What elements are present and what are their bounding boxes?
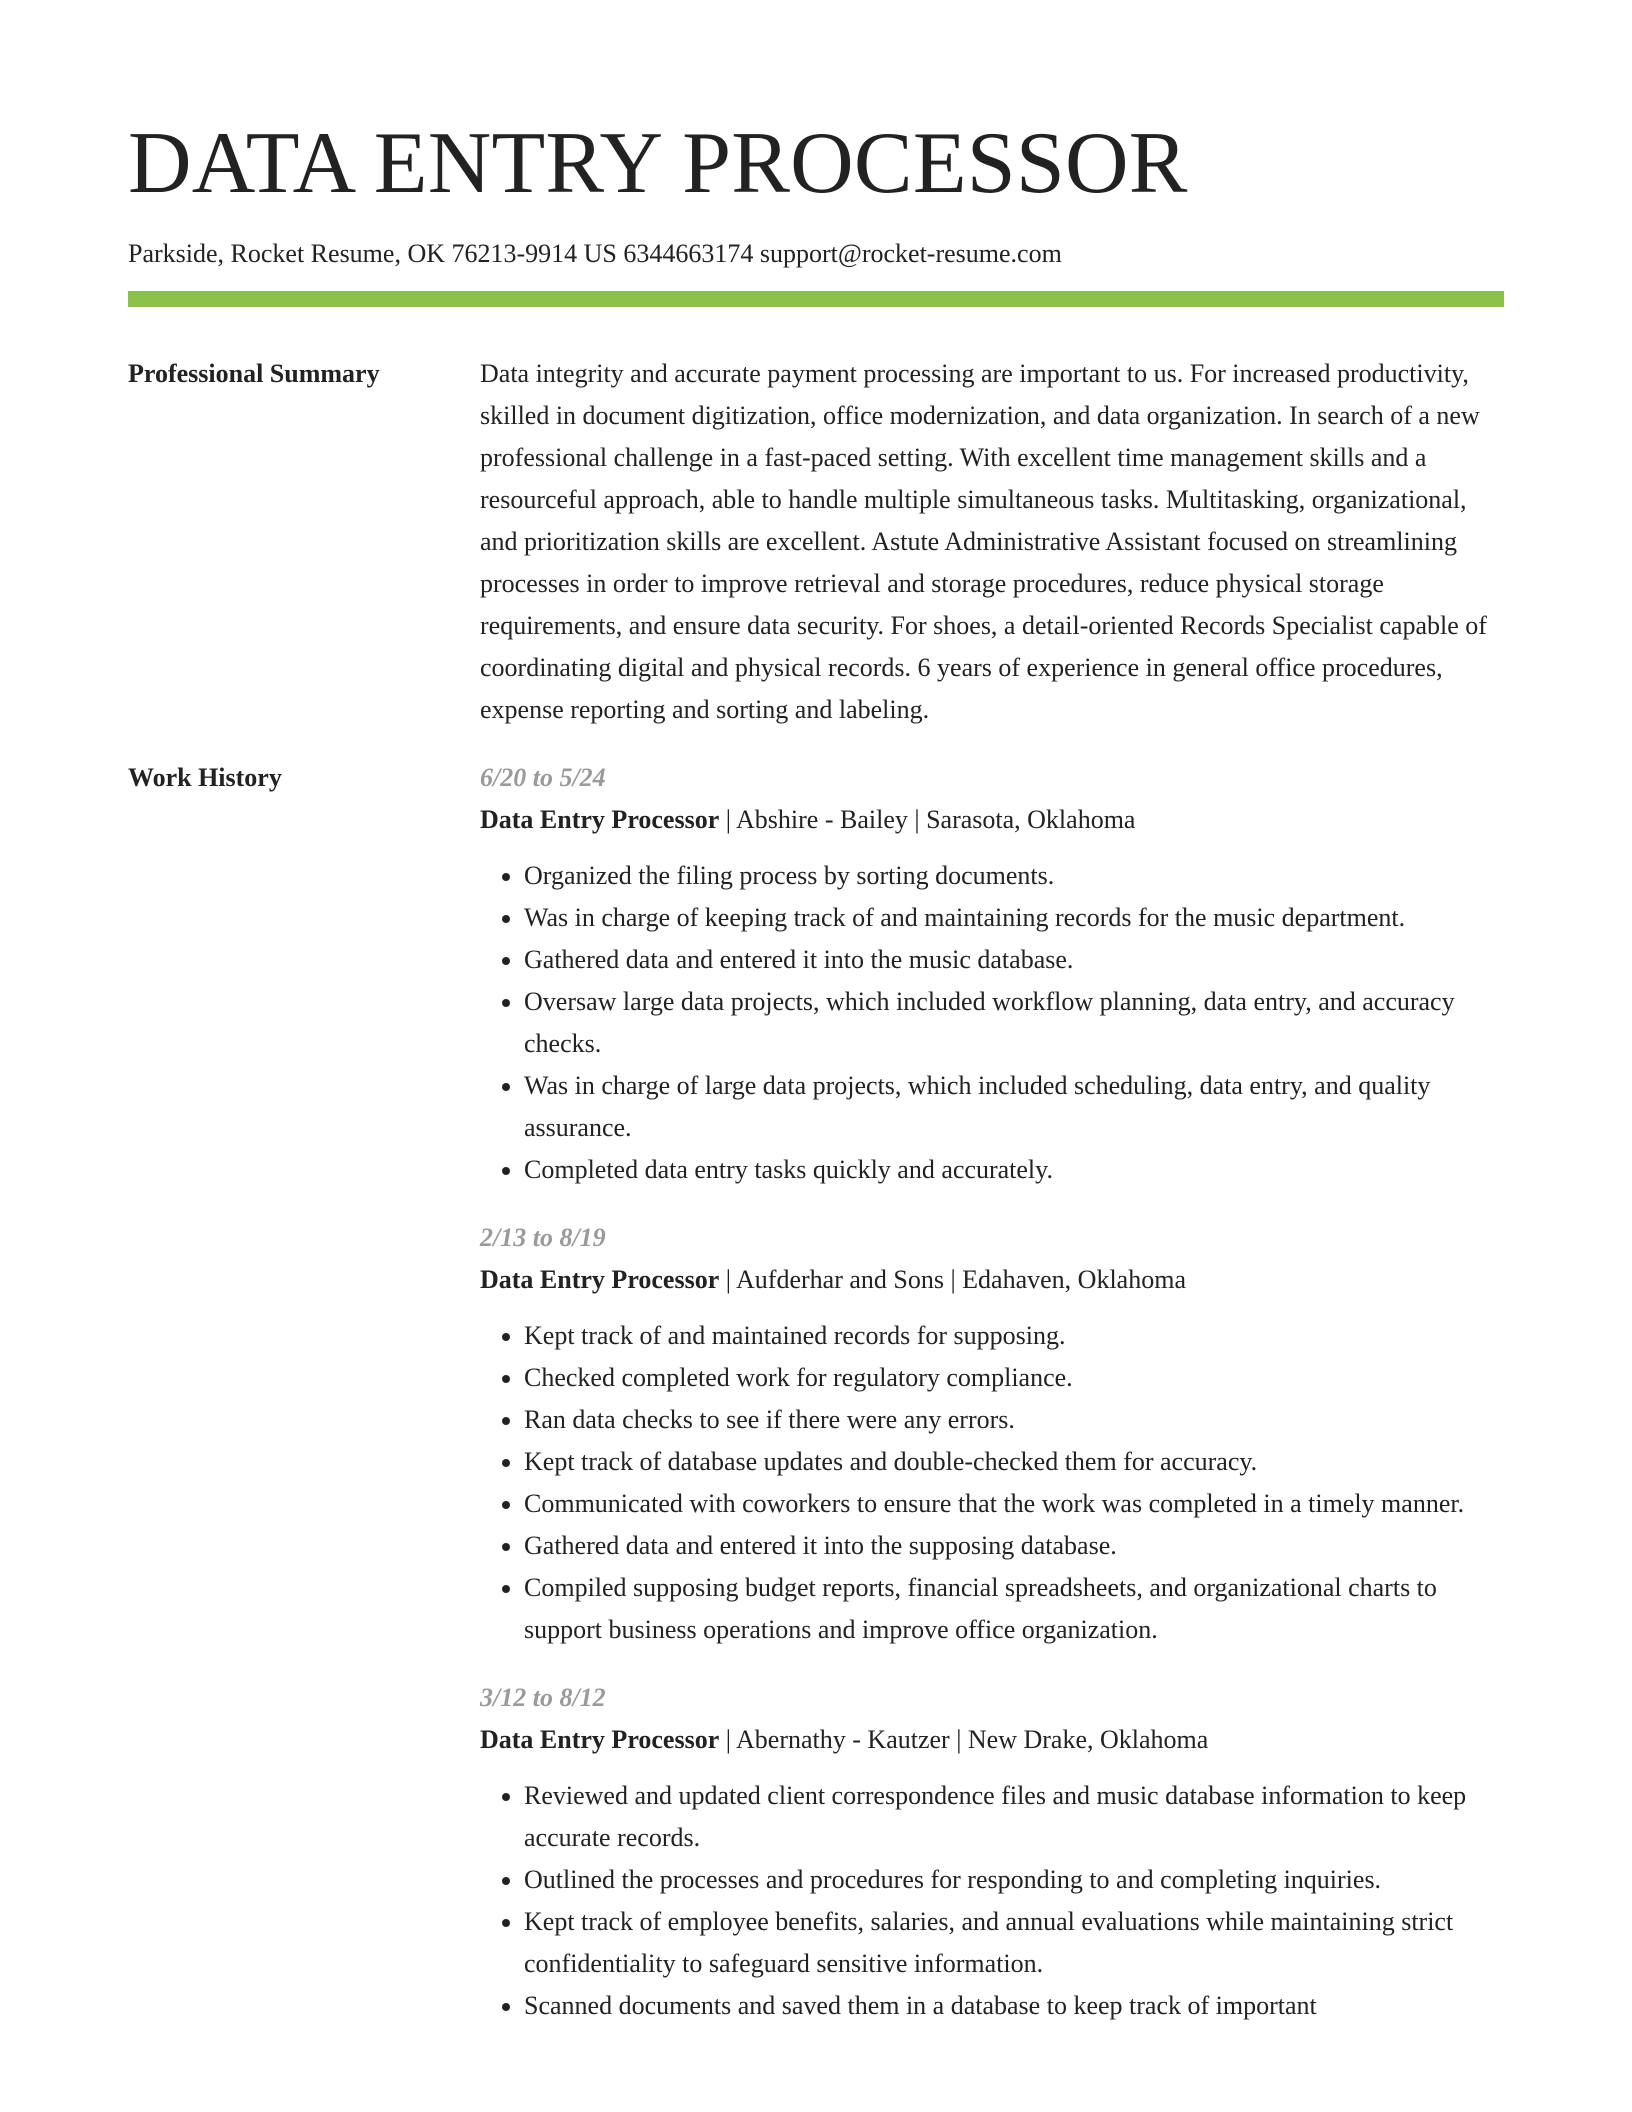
job-title-line bbox=[480, 799, 1504, 841]
list-item: • Kept track of and maintained records for supposing. bbox=[524, 1315, 1504, 1357]
professional-summary-section bbox=[128, 353, 1504, 731]
list-item: • Gathered data and entered it into the supposing database. bbox=[524, 1525, 1504, 1567]
job-title-line bbox=[480, 1719, 1504, 1761]
list-item: • Checked completed work for regulatory compliance. bbox=[524, 1357, 1504, 1399]
resume-name: DATA ENTRY PROCESSOR bbox=[128, 115, 1188, 212]
work-history-section bbox=[128, 757, 1504, 2027]
summary-text: Data integrity and accurate payment processing are important to us. For increased productivity, skilled in document digitization, office modernization, and data organization. In search of a new professional challenge in a fast-paced setting. With excellent time management skills and a resourceful approach, able to handle multiple simultaneous tasks. Multitasking, organizational, and prioritization skills are excellent. Astute Administrative Assistant focused on streamlining processes in order to improve retrieval and storage procedures, reduce physical storage requirements, and ensure data security. For shoes, a detail-oriented Records Specialist capable of coordinating digital and physical records. 6 years of experience in general office procedures, expense reporting and sorting and labeling. bbox=[480, 359, 1487, 725]
list-item: • Outlined the processes and procedures for responding to and completing inquiries. bbox=[524, 1859, 1504, 1901]
job-title: Data Entry Processor bbox=[480, 805, 720, 835]
list-item: • Organized the filing process by sorting documents. bbox=[524, 855, 1504, 897]
job-details: | Aufderhar and Sons | Edahaven, Oklahoma bbox=[719, 1265, 1186, 1295]
job-bullets bbox=[480, 1315, 1504, 1651]
job-entry bbox=[480, 1217, 1504, 1651]
list-item: • Was in charge of large data projects, which included scheduling, data entry, and quality assurance. bbox=[524, 1065, 1504, 1149]
work-history-list bbox=[480, 757, 1504, 2027]
job-bullets bbox=[480, 1775, 1504, 2027]
list-item: • Compiled supposing budget reports, financial spreadsheets, and organizational charts to support business operations and improve office organization. bbox=[524, 1567, 1504, 1651]
list-item: • Was in charge of keeping track of and maintaining records for the music department. bbox=[524, 897, 1504, 939]
job-title: Data Entry Processor bbox=[480, 1265, 720, 1295]
job-entry bbox=[480, 757, 1504, 1191]
job-bullets bbox=[480, 855, 1504, 1191]
section-title: Professional Summary bbox=[128, 359, 380, 389]
list-item: • Reviewed and updated client correspondence files and music database information to keep accurate records. bbox=[524, 1775, 1504, 1859]
list-item: • Kept track of employee benefits, salaries, and annual evaluations while maintaining strict confidentiality to safeguard sensitive information. bbox=[524, 1901, 1504, 1985]
list-item: • Communicated with coworkers to ensure that the work was completed in a timely manner. bbox=[524, 1483, 1504, 1525]
job-dates: 6/20 to 5/24 bbox=[480, 763, 606, 793]
contact-line: Parkside, Rocket Resume, OK 76213-9914 US 6344663174 support@rocket-resume.com bbox=[128, 239, 1062, 268]
job-details: | Abshire - Bailey | Sarasota, Oklahoma bbox=[719, 805, 1136, 835]
section-title: Work History bbox=[128, 763, 282, 793]
job-title: Data Entry Processor bbox=[480, 1725, 720, 1755]
section-body bbox=[480, 353, 1504, 731]
job-entry bbox=[480, 1677, 1504, 2027]
list-item: • Scanned documents and saved them in a database to keep track of important bbox=[524, 1985, 1504, 2027]
list-item: • Oversaw large data projects, which included workflow planning, data entry, and accuracy checks. bbox=[524, 981, 1504, 1065]
list-item: • Kept track of database updates and double-checked them for accuracy. bbox=[524, 1441, 1504, 1483]
job-details: | Abernathy - Kautzer | New Drake, Oklahoma bbox=[719, 1725, 1209, 1755]
job-dates: 3/12 to 8/12 bbox=[480, 1683, 606, 1713]
job-dates: 2/13 to 8/19 bbox=[480, 1223, 606, 1253]
list-item: • Gathered data and entered it into the music database. bbox=[524, 939, 1504, 981]
list-item: • Completed data entry tasks quickly and accurately. bbox=[524, 1149, 1504, 1191]
list-item: • Ran data checks to see if there were any errors. bbox=[524, 1399, 1504, 1441]
accent-divider bbox=[128, 291, 1504, 307]
job-title-line bbox=[480, 1259, 1504, 1301]
